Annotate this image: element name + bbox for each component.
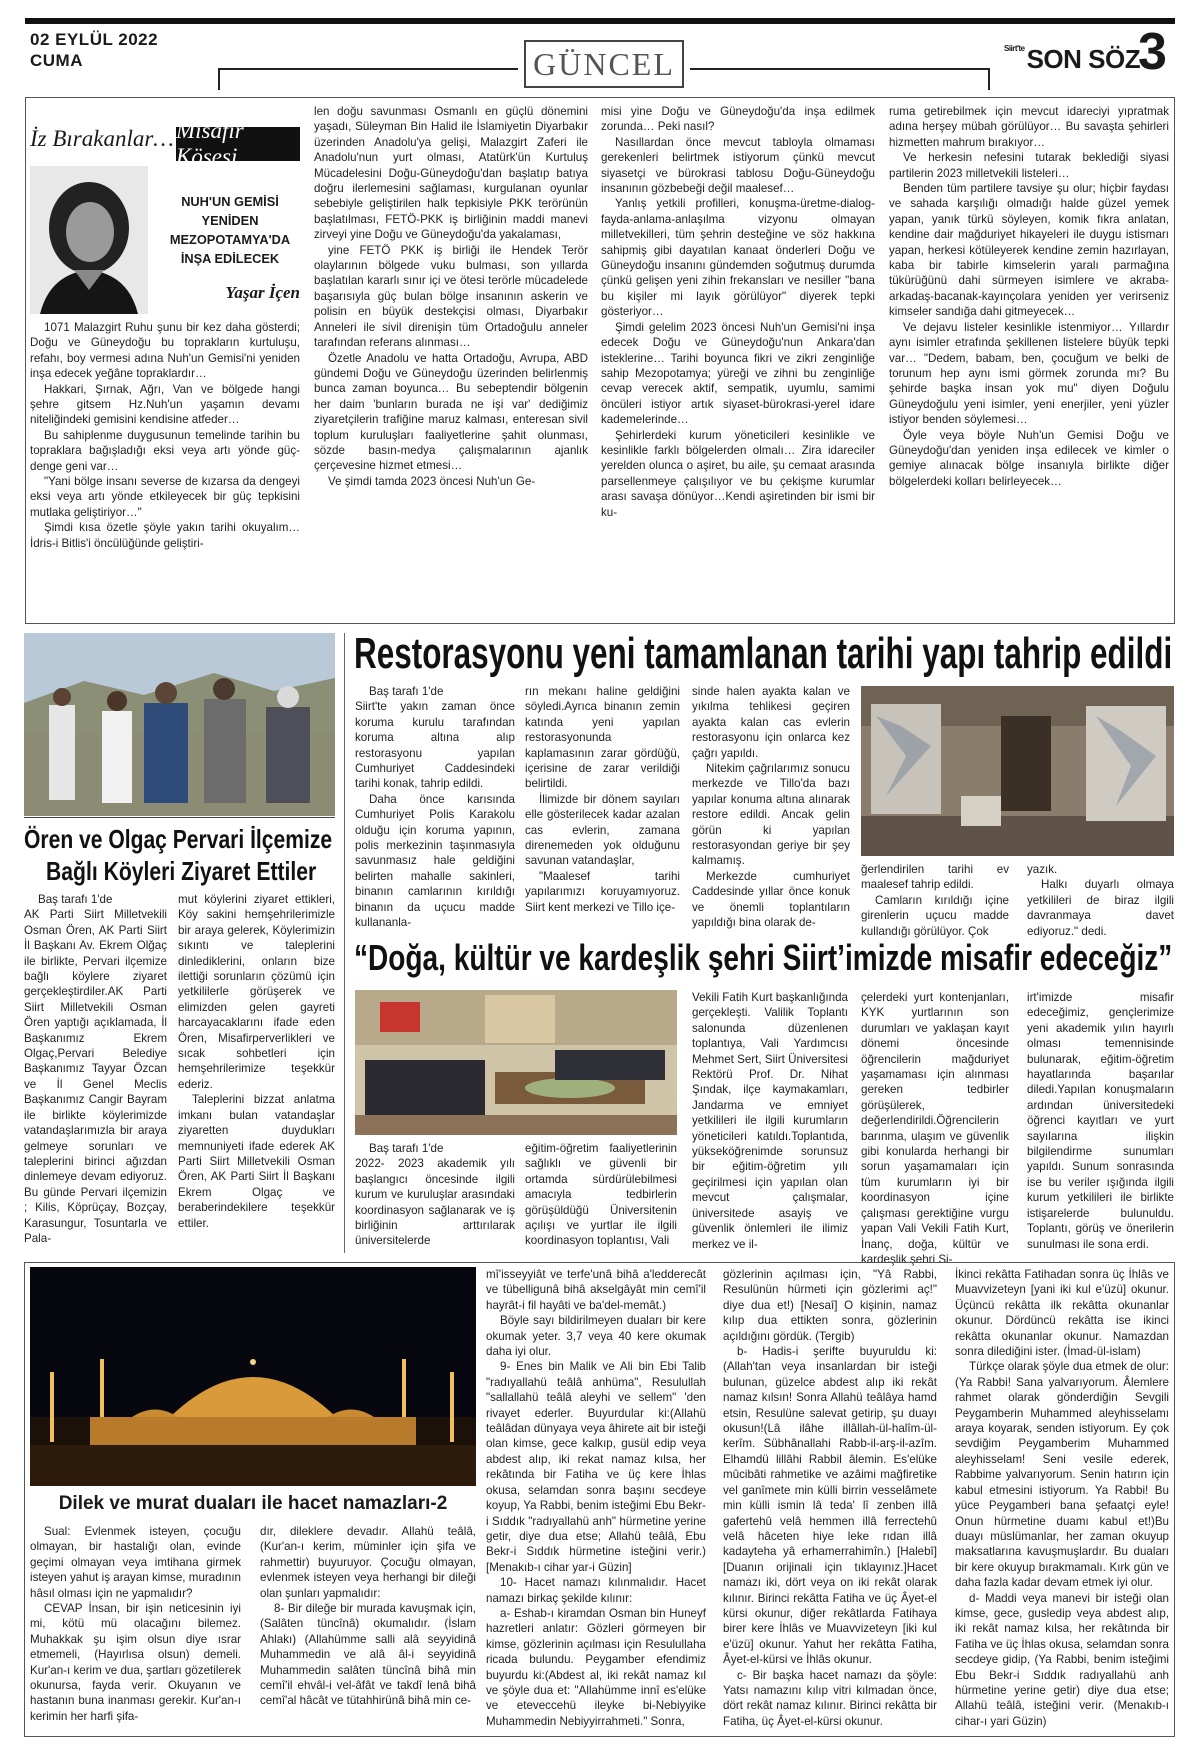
paragraph: Benden tüm partilere tavsiye şu olur; hiçbir faydası ve sahada karşılığı olmadığı halde güzel yemek yapan, yanık türkü söyleyen, komik fıkra anlatan, kendine dair mağduriyet hikayeleri ile duygu istismarı yapan, herkesi kötüleyerek kendine zemin hazırlayan, kaba bir tabirle kimselerin yaralı parmağına tükürüğünü dahi sürmeyen isimlere ve akraba-arkadaş-bacanak-kayınçolara yeniden yer verirseniz kimseler sandığa dahi gitmeyecek… <box>889 182 1169 319</box>
section-text: GÜNCEL <box>533 45 675 82</box>
prayer-col-3 <box>486 1267 706 1732</box>
column-author: Yaşar İçen <box>225 283 300 302</box>
paragraph: Baş tarafı 1'de <box>369 685 444 698</box>
paragraph: AK Parti Siirt Milletvekili Osman Ören, AK Parti Siirt İl Başkanı Av. Ekrem Olğaç ile birlikte, Pervari ilçemize bağlı köylere ziyaret gerçekleştirdiler.AK Parti Siirt Milletvekili Osman Ören yaptığı açıklamada, İl Başkanımız Ekrem Olgaç,Pervari Belediye Başkanımız Tayyar Özcan ve İl Genel Meclis Başkanımız Cangir Bayram ile birlikte köylerimizde vatandaşlarımızla bir araya gelmeye sorunları ve taleplerini birinci ağızdan dinlemeye devam ediyoruz. Bu günde Pervari ilçemizin ; Kilis, Köprüçay, Bozçay, Karasungur, Tosuntarla ve Pala- <box>24 908 167 1245</box>
paragraph: Ve dejavu listeler kesinlikle istenmiyor… Yıllardır aynı isimler etrafında şekillenen listelere büyük tepki var… "Dedem, babam, ben, çocuğum ve belki de torunum hep aynı ismi görmek zorunda mı? Bu şehirde başka insan yok mu" diyen Doğulu Güneydoğulu yeni isimler, yeni enerjiler, yeni yüzler istiyor benden söylemesi… <box>889 320 1169 427</box>
paragraph: mî'isseyyiât ve terfe'unâ bihâ a'ledderecât ve tübelligunâ bihâ akselgâyât min cemî'il hayrât-i fil hayâti ve ba'del-memât.) <box>486 1268 706 1312</box>
column-article-col-4 <box>889 104 1169 618</box>
paragraph: Camların kırıldığı içine girenlerin uçucu madde kullandığı görülüyor. Çok <box>861 893 1009 938</box>
villages-headline-line-2: Bağlı Köyleri Ziyaret Ettiler <box>46 856 317 886</box>
paragraph: Taleplerini bizzat anlatma imkanı bulan vatandaşlar ziyaretten duydukları memnuniyeti ifade ederek AK Parti Siirt Milletvekili Osman Ören, AK Parti Siirt İl Başkanı Ekrem Olgaç ve beraberindekilere teşekkür ettiler. <box>178 1093 335 1230</box>
paragraph: Daha önce karısında Cumhuriyet Polis Karakolu olduğu için koruma yapının, polis merkezinin taşınmasıyla savunmasız hale geldiğini belirten mahalle sakinleri, binanın camlarının kırıldığı binanın da uçucu madde kullananla- <box>355 792 515 930</box>
meeting-col-1 <box>355 1141 515 1251</box>
paragraph: 10- Hacet namazı kılınmalıdır. Hacet namazı birkaç şekilde kılınır: <box>486 1576 706 1605</box>
paragraph: Hakkari, Şırnak, Ağrı, Van ve bölgede hangi şehre gitsem Hz.Nuh'un yaşamın devamı niteliğindeki gemisini kendisine atfeder… <box>30 382 300 427</box>
logo-small-text: Siirt'te <box>1004 44 1025 53</box>
paragraph: yazık. <box>1027 863 1058 876</box>
meeting-col-5 <box>1027 990 1174 1250</box>
paragraph: 8- Bir dileğe bir murada kavuşmak için, (Salâten tüncînâ) okumalıdır. (İslam Ahlakı) (Allahümme salli alâ seyyidinâ Muhammedin ve alâ âl-i seyyidinâ Muhammedin salâten tüncînâ bihâ min cemî'il ehvâl-i vel-âfât ve takdî lenâ bihâ cemî'al hâcât ve tütahhirünâ bihâ min ce- <box>260 1602 476 1708</box>
paragraph: Böyle sayı bildirilmeyen duaları bir kere okumak yeter. 3,7 veya 40 kere okumak daha iyi olur. <box>486 1314 706 1359</box>
header-rule-right <box>690 68 990 70</box>
restoration-photo <box>861 686 1174 856</box>
villages-photo <box>24 633 335 816</box>
prayer-col-4 <box>723 1267 937 1732</box>
restoration-col-4 <box>861 862 1009 938</box>
paragraph: Ve herkesin nefesini tutarak beklediği siyasi partilerin 2023 milletvekili listeleri… <box>889 151 1169 180</box>
paragraph: dır, dileklere devadır. Allahü teâlâ, (Kur'an-ı kerim, müminler için şifa ve rahmettir) buyuruyor. Çocuğu olmayan, evlenmek isteyen veya herhangi bir dileği olan şunları yapmalıdır: <box>260 1525 476 1600</box>
paragraph: mut köylerini ziyaret ettikleri, Köy sakini hemşehrilerimizle bir araya gelerek, Köylerimizin sıkıntı ve taleplerini dinlediklerini, onların bize ilettiği sorunların çözümü için yetkililerle görüşerek ve elimizden gelen gayreti harcayacaklarını ifade eden Ören, Misafirperverlikleri ve sıcak sohbetleri için hemşehrilerimize teşekkür ederiz. <box>178 893 335 1091</box>
author-photo <box>30 166 148 314</box>
paragraph: ruma getirebilmek için mevcut idareciyi yıpratmak adına herşey mübah görülüyor… Bu savaşta şehirleri hizmetten mahrum bırakıyor… <box>889 105 1169 149</box>
section-label <box>524 40 684 88</box>
restoration-col-1 <box>355 684 515 930</box>
paragraph: b- Hadis-i şerifte buyuruldu ki: (Allah'tan veya insanlardan bir isteği bulunan, güzelce abdest alıp iki rekât namaz kılsın! Sonra Allahü teâlâya hamd etsin, Resulüne salevat getirip, şu duayı okusun!(Lâ ilâhe illâllah-ül-halîm-ül-kerîm. Sübhânallahi Rabb-il-arş-il-azîm. Elhamdü lillâhi Rabbil âlemin. Es'elüke mûcibâti rahmetike ve azâimi mağfiretike vel ganîmete min külli birrin vesselâmete min külli ismin lâ teda' lî zenben illâ gafertehû velâ hemmen illâ ferrectehû velâ hâceten hiye leke rıdan illâ kadayteha yâ erhamerrahimîn.) [Halebî] [Duanın orijinali için tıklayınız.]Hacet namazı iki, dört veya on iki rekât olarak kılınır. Birinci rekâtta Fatiha ve üç Âyet-el kürsi okunur, diğer rekâtlarda Fatihaya birer kere İhlâs ve Muavvizeteyn [iki kul e'üzü] okunur. Yahut her rekâtta Fatiha, Âyet-el-kürsi ve İhlâs okunur. <box>723 1345 937 1667</box>
guest-corner-badge: Misafir Köşesi <box>176 127 300 161</box>
paragraph: Baş tarafı 1'de <box>369 1142 444 1155</box>
paragraph: Ve şimdi tamda 2023 öncesi Nuh'un Ge- <box>328 474 536 488</box>
paragraph: c- Bir başka hacet namazı da şöyle: Yatsı namazını kılıp vitri kılmadan önce, dört rekât namaz kılınır. Birinci rekâtta bir Fatiha, üç Âyet-el-kürsi okunur. <box>723 1668 937 1728</box>
paragraph: Türkçe olarak şöyle dua etmek de olur:(Ya Rabbi! Sana yalvarıyorum. Âlemlere rahmet olarak gönderdiğin Sevgili Peygamberin Muhammed aleyhisselamı araya koyarak, senden istiyorum. Ey çok sevdiğim Peygamberim Muhammed aleyhisselam! Seni vesile ederek, Rabbime yalvarıyorum. Senin hatırın için kabul etmesini istiyorum. Ya Rabbi! Bu yüce Peygamberi bana şefaatçi eyle! Onun hürmetine duamı kabul et!)Bu duayı müslümanlar, her zaman okuyup maksatlarına kavuşmuşlardır. Bu duaları bir kere okuyup bırakmamalı. Kırk gün ve daha fazla kadar devam etmek iyi olur. <box>955 1360 1169 1590</box>
paragraph: Nitekim çağrılarımız sonucu merkezde ve Tillo'da bazı yapılar konuma altına alınarak restore edildi. Ancak gelin görün ki yapılan restorasyondan geriye bir şey kalmamış. <box>692 762 850 868</box>
left-column-separator <box>344 633 345 1253</box>
paragraph: gözlerinin açılması için, "Yâ Rabbi, Resulünün hürmeti için gözlerimi aç!" diye dua et!) [Nesaî] O kişinin, namaz kılıp dua ettikten sonra, gözlerinin açıldığını gördük. (Tergib) <box>723 1268 937 1343</box>
meeting-col-4 <box>861 990 1009 1266</box>
prayer-caption: Dilek ve murat duaları ile hacet namazları-2 <box>58 1493 448 1514</box>
paragraph: 1071 Malazgirt Ruhu şunu bir kez daha gösterdi; Doğu ve Güneydoğu bu toprakların kurtuluşu, refahı, boy vermesi adına Nuh'un Gemisi'ni yeniden inşa edecek yeğâne topraklardır… <box>30 321 300 381</box>
paragraph: 2022- 2023 akademik yılı başlangıcı öncesinde ilgili kurum ve kuruluşlar arasındaki koordinasyon sağlanarak ve iş birliğinin arttırılarak üniversitelerde <box>355 1157 515 1248</box>
header-rule-left <box>218 68 518 70</box>
header-top-rule <box>25 18 1175 24</box>
paragraph: Öyle veya böyle Nuh'un Gemisi Doğu ve Güneydoğu'dan yeniden inşa edilecek ve kimler o gemiye alınacak bölge insanıyla birlikte diğer bölgelerdeki kolları belirleyecek… <box>889 428 1169 488</box>
paragraph: len doğu savunması Osmanlı en güçlü dönemini yaşadı, Süleyman Bin Halid ile İslamiyetin Diyarbakır üzerinden Anadolu'ya gelişi, Malazgirt Zaferi ile Anadolu'nun yurt olması, Atatürk'ün Kurtuluş Mücadelesini Doğu-Güneydoğu'dan başlatıp batıya doğru ilerlemesini sağlaması, kurgulanan oyunlar sebebiyle geliştirilen halk tepkisiyle PKK terörünün başlatılması, FETÖ-PKK iş birliğinin maddi manevi zirveyi yine Doğu ve Güneydoğu'da yakalaması, <box>314 105 588 242</box>
mosque-photo <box>30 1267 476 1486</box>
prayer-col-1 <box>30 1524 241 1732</box>
paragraph: CEVAP İnsan, bir işin neticesinin iyi mi, kötü mü olacağını bilemez. Muhakkak şu işim olsun diye ısrar etmemeli, (Hayırlısa olsun) demeli. Kur'an-ı kerim ve dua, şartları gözetilerek okunursa, fayda verir. Okuyanın ve hastanın buna inanması gerekir. Kur'an-ı kerimin her harfi şifa- <box>30 1602 241 1723</box>
meeting-col-3 <box>692 990 848 1250</box>
paragraph: İkinci rekâtta Fatihadan sonra üç İhlâs ve Muavvizeteyn [yani iki kul e'üzü] okunur. Üçüncü rekâtta ilk rekâtta okunanlar okunur. Dördüncü rekâtta ise ikinci rekâtta okunanlar okunur. Namazdan sonra dilediğini ister. (İmad-ül-islam) <box>955 1268 1169 1359</box>
villages-divider <box>24 817 335 818</box>
page-number: 3 <box>1138 23 1167 81</box>
paragraph: Sual: Evlenmek isteyen, çocuğu olmayan, bir hastalığı olan, evinde geçimi olmayan veya imtihana girmek isteyen yahut iş arayan kimse, muradının hâsıl olması için ne yapmalıdır? <box>30 1525 241 1600</box>
paragraph: çelerdeki yurt kontenjanları, KYK yurtlarının son durumları ve yaklaşan kayıt dönemi öncesinde öğrencilerin mağduriyet yaşamaması için alınması gereken tedbirler görüşülerek, değerlendirildi.Öğrencilerin barınma, ulaşım ve güvenlik gibi konularda herhangi bir sorun yaşamamaları için tüm kurumların iyi bir koordinasyon içine çalışması gerektiğine vurgu yapan Vali Vekili Fatih Kurt, İnanç, doğa, kültür ve kardeşlik şehri Si- <box>861 991 1009 1266</box>
restoration-col-5 <box>1027 862 1174 938</box>
restoration-col-3 <box>692 684 850 930</box>
paragraph: a- Eshab-ı kiramdan Osman bin Huneyf hazretleri anlatır: Gözleri görmeyen bir kimse, gözlerinin açılması için Resulullaha ricada bulundu. Peygamber efendimiz buyurdu ki:(Abdest al, iki rekât namaz kıl ve şöyle dua et: "Allahümme innî es'elüke ve eteveccehü ileyke bi-Nebiyyike Muhammedin Nebiyyirrahmeti." Sonra, <box>486 1606 706 1728</box>
meeting-photo <box>355 990 677 1135</box>
paragraph: 9- Enes bin Malik ve Ali bin Ebi Talib "radıyallahü teâlâ anhüma", Resulullah "sallallahü teâlâ aleyhi ve sellem" 'den rivayet ederler. Buyurdular ki:(Allahü teâlâdan dünyaya veya âhirete ait bir isteği olan kimse, gece kalkıp, gusül edip veya abdest alıp, iki rekat namaz kılsa, her rekâtında bir Fatiha ve üç kere İhlas okusa, selamdan sonra başını secdeye koyup, Ya Rabbi, benim isteğimi Ebu Bekr-i Sıddık "radıyallahü anh" hürmetine yerine getir, diye dua etse; Allahü teâlâ, Ebu Bekr-i Sıddık hürmetine isteğini verir.) [Menakıb-ı cihar yar-i Güzin] <box>486 1360 706 1574</box>
prayer-col-5 <box>955 1267 1169 1732</box>
paragraph: Şehirlerdeki kurum yöneticileri kesinlikle ve kesinlikle farklı bölgelerden olmalı… Zira idareciler yerelden olunca o aşiret, bu aile, şu cemaat arasında parsellenmeye çalışılıyor ve bu çekişme kurumlar arası savaşa dönüyor…Kendi aşiretinden bir ismi bir ku- <box>601 428 875 519</box>
paragraph: Özetle Anadolu ve hatta Ortadoğu, Avrupa, ABD gündemi Doğu ve Güneydoğu üzerinden belirlenmiş bunca zaman boyunca… Bu sebeptendir bölgenin her daim 'bunların burada ne işi var' dediğimiz ziyaretçilerin trafiğine maruz kalması, enteresan sivil toplum kuruluşları faaliyetlerine şahit olunması, sözde basın-medya çalışmalarının ajanlık çerçevesine hizmet etmesi… <box>314 351 588 473</box>
meeting-col-2 <box>525 1141 677 1251</box>
prayer-col-2 <box>260 1524 476 1732</box>
paragraph: "Yani bölge insanı severse de kızarsa da dengeyi eksi veya artı yönde etkileyecek bir güç tepkisini mutlaka geliştiriyor…" <box>30 475 300 519</box>
paragraph: Halkı duyarlı olmaya yetkilileri de biraz ilgili davranmaya davet ediyoruz." dedi. <box>1027 878 1174 938</box>
paragraph: "Maalesef tarihi yapılarımızı koruyamıyoruz. Siirt kent merkezi ve Tillo içe- <box>525 869 680 914</box>
paragraph: rın mekanı haline geldiğini söyledi.Ayrıca binanın zemin katında yeni yapılan restorasyonunda kaplamasının zarar gördüğü, içerisine de zarar verildiği belirtildi. <box>525 685 680 791</box>
date-line: 02 EYLÜL 2022 <box>30 30 159 49</box>
newspaper-logo <box>1004 44 1140 75</box>
logo-text: SON SÖZ <box>1026 44 1141 74</box>
column-title: NUH'UN GEMİSİ YENİDEN MEZOPOTAMYA'DA İNŞA EDİLECEK <box>169 194 291 266</box>
paragraph: misi yine Doğu ve Güneydoğu'da inşa edilmek zorunda… Peki nasıl? <box>601 105 875 134</box>
column-article-col-3 <box>601 104 875 618</box>
header-rule-right-tick <box>988 68 990 90</box>
restoration-headline: Restorasyonu yeni tamamlanan tarihi yapı tahrip edildi <box>354 629 1173 678</box>
paragraph: ğerlendirilen tarihi ev maalesef tahrip edildi. <box>861 863 1009 892</box>
restoration-col-2 <box>525 684 680 924</box>
column-kicker: İz Bırakanlar… <box>30 126 174 151</box>
paragraph: eğitim-öğretim faaliyetlerinin sağlıklı ve güvenli bir ortamda sürdürülebilmesi amacıyla tedbirlerin görüşüldüğü Üniversitenin açılışı ve yurtlar ile ilgili koordinasyon toplantısı, Vali <box>525 1142 677 1248</box>
paragraph: Şimdi gelelim 2023 öncesi Nuh'un Gemisi'ni inşa edecek Doğu ve Güneydoğu'nun Ankara'dan isteklerine… Tarihi boyunca fikri ve zikri zenginliğe sahip Mezopotamya; yüreği ve zihni bu zenginliğe cevap verecek aktif, sempatik, uyumlu, samimi öncüleri istiyor artık siyaset-bürokrasi-yerel idare kademelerinde… <box>601 320 875 427</box>
villages-col-2 <box>178 892 335 1250</box>
paragraph: Vekili Fatih Kurt başkanlığında gerçekleşti. Valilik Toplantı salonunda düzenlenen toplantıya, Vali Yardımcısı Mehmet Sert, Siirt Üniversitesi Rektörü Prof. Dr. Nihat Şındak, ilçe kaymakamları, Jandarma ve emniyet yetkilileri ile ilgili kurumların yöneticileri katıldı.Toplantıda, yükseköğrenimde sorunsuz bir eğitim-öğretim yılı geçirilmesi için yapılan olan mevcut çalışmalar, üniversitede asayiş ve güvenlik önlemleri ile ilimiz merkez ve il- <box>692 991 848 1251</box>
paragraph: d- Maddi veya manevi bir isteği olan kimse, gece, gusledip veya abdest alıp, iki rekât namaz kılsa, her rekâtında bir Fatiha ve üç İhlas okusa, selamdan sonra secdeye gidip, (Ya Rabbi, benim isteğimi Ebu Bekr-i Sıddık radıyallahü anh hürmetine yerine getir) diye dua etse; Allahü teâlâ, isteğini verir. (Menakıb-ı cihar-ı yari Güzin) <box>955 1591 1169 1728</box>
column-article-col-2 <box>314 104 588 618</box>
issue-date <box>30 29 158 71</box>
paragraph: Bu sahiplenme duygusunun temelinde tarihin bu topraklara bağışladığı eksi veya artı yönde güç-denge geni var… <box>30 428 300 473</box>
weekday-line: CUMA <box>30 51 83 70</box>
paragraph: yine FETÖ PKK iş birliği ile Hendek Terör olaylarının bölgede vuku bulması, son yıllarda başlatılan kararlı sınır içi ve ötesi terörle mücadelede başarısıyla güç bulan bölge insanının askerin ve polisin en büyük destekçisi olması, Diyarbakır Anneleri ile sivil direnişin tüm Ortadoğulu anneler tarafından referans alınması… <box>314 243 588 350</box>
paragraph: sinde halen ayakta kalan ve yıkılma tehlikesi geçiren ayakta kalan cas evlerin restorasyonu için onlarca kez çağrı yapıldı. <box>692 685 850 760</box>
meeting-headline: “Doğa, kültür ve kardeşlik şehri Siirt’imizde misafir edeceğiz” <box>354 937 1173 978</box>
paragraph: Şimdi kısa özetle şöyle yakın tarihi okuyalım… İdris-i Bitlis'i öncülüğünde geliştiri- <box>30 521 300 550</box>
paragraph: Merkezde cumhuriyet Caddesinde yıllar önce konuk ve önemli toplantıların yapıldığı bina olarak de- <box>692 869 850 930</box>
villages-headline-line-1: Ören ve Olgaç Pervari İlçemize <box>24 824 333 854</box>
paragraph: Nasıllardan önce mevcut tabloyla olmaması gerekenleri belirtmek istiyorum çünkü mevcut siyasetçi ve bürokrasi tablosu Doğu-Güneydoğu insanının gözbebeği değil maalesef… <box>601 135 875 196</box>
paragraph: İlimizde bir dönem sayıları elle gösterilecek kadar azalan cas evlerin, zamana direnemeden yok olduğunu savunan vatandaşlar, <box>525 792 680 868</box>
column-article-col-1 <box>30 320 300 618</box>
paragraph: Baş tarafı 1'de <box>38 893 113 906</box>
paragraph: Yanlış yetkili profilleri, konuşma-üretme-dialog-fayda-anlama-anlaşılma vizyonu olmayan milletvekilleri, tüm şehrin desteğine ve söz hakkına sahipmiş gibi dayatılan kanaat önderleri Doğu ve Güneydoğu insanını gündemden soğutmuş durumda çünkü gelişen yeni zihin frekansları ve nesiller "bana bu kişiler mi layık görülüyor" diyerek tepki gösteriyor… <box>601 197 875 319</box>
paragraph: irt'imizde misafir edeceğimiz, gençlerimize yeni akademik yılın hayırlı olması temennisinde bulunarak, eğitim-öğretim hayatlarında başarılar diledi.Yapılan konuşmaların ardından üniversitedeki öğrenci kayıtları ve yurt sayılarına ilişkin bilgilendirme sunumları yapıldı. Sunum sonrasında ise bu veriler ışığında ilgili kurum yetkilileri ile birlikte istişarelerde bulunuldu. Toplantı, görüş ve önerilerin sunulması ile sona erdi. <box>1027 991 1174 1251</box>
header-rule-left-tick <box>218 68 220 90</box>
paragraph: Siirt'te yakın zaman önce koruma kurulu tarafından koruma altına alıp restorasyonu yapılan Cumhuriyet Caddesindeki tarihi konak, tahrip edildi. <box>355 700 515 791</box>
villages-col-1 <box>24 892 167 1250</box>
